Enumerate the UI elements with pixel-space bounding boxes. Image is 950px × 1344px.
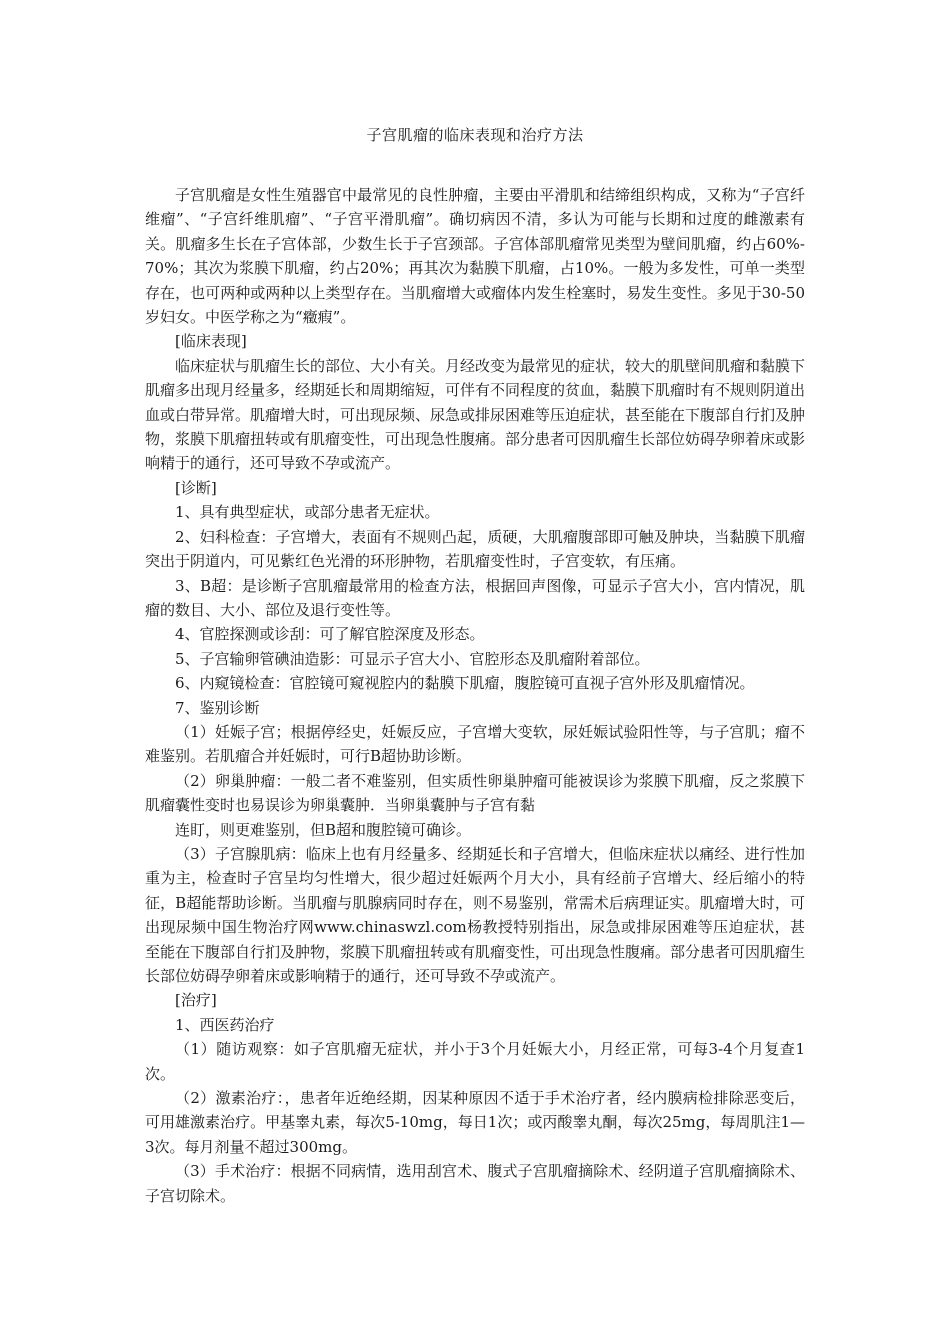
clinical-paragraph: 临床症状与肌瘤生长的部位、大小有关。月经改变为最常见的症状，较大的肌壁间肌瘤和黏膜下肌瘤多出现月经量多，经期延长和周期缩短，可伴有不同程度的贫血，黏膜下肌瘤时有不规则阴道出血或白带异常。肌瘤增大时，可出现尿频、尿急或排尿困难等压迫症状，甚至能在下腹部自行扪及肿物，浆膜下肌瘤扭转或有肌瘤变性，可出现急性腹痛。部分患者可因肌瘤生长部位妨碍孕卵着床或影响精于的通行，还可导致不孕或流产。 bbox=[145, 356, 806, 473]
diagnosis-item-4: 4、官腔探测或诊刮：可了解官腔深度及形态。 bbox=[175, 625, 485, 644]
diagnosis-item-2: 2、妇科检查：子宫增大，表面有不规则凸起，质硬，大肌瘤腹部即可触及肿块，当黏膜下肌瘤突出于阴道内，可见紫红色光滑的环形肿物，若肌瘤变性时，子宫变软，有压痛。 bbox=[145, 527, 805, 571]
document-page bbox=[145, 0, 805, 1208]
intro-paragraph: 子宫肌瘤是女性生殖器官中最常见的良性肿瘤，主要由平滑肌和结缔组织构成，又称为“子宫纤维瘤”、“子宫纤维肌瘤”、“子宫平滑肌瘤”。确切病因不清，多认为可能与长期和过度的雌激素有关。肌瘤多生长在子宫体部，少数生长于子宫颈部。子宫体部肌瘤常见类型为壁间肌瘤，约占60%-70%；其次为浆膜下肌瘤，约占20%；再其次为黏膜下肌瘤，占10%。一般为多发性，可单一类型存在，也可两种或两种以上类型存在。当肌瘤增大或瘤体内发生栓塞时，易发生变性。多见于30-50岁妇女。中医学称之为“癥瘕”。 bbox=[145, 186, 805, 327]
diagnosis-item-5: 5、子宫输卵管碘油造影：可显示子宫大小、官腔形态及肌瘤附着部位。 bbox=[175, 649, 650, 668]
treatment-sub-3: （3）手术治疗：根据不同病情，选用刮宫术、腹式子宫肌瘤摘除术、经阴道子宫肌瘤摘除术、子宫切除术。 bbox=[145, 1162, 805, 1205]
differential-item-1: （1）妊娠子宫；根据停经史，妊娠反应，子宫增大变软，尿妊娠试验阳性等，与子宫肌；瘤不难鉴别。若肌瘤合并妊娠时，可行B超协助诊断。 bbox=[145, 722, 805, 766]
treatment-sub-2: （2）激素治疗：，患者年近绝经期，因某种原因不适于手术治疗者，经内膜病检排除恶变后，可用雄激素治疗。甲基睾丸素，每次5-10mg，每日1次；或丙酸睾丸酮，每次25mg，每周肌注1—3次。每月剂量不超过300mg。 bbox=[145, 1089, 805, 1156]
differential-item-2-cont: 连盯，则更难鉴别，但B超和腹腔镜可确诊。 bbox=[175, 820, 472, 839]
section-heading-clinical: [临床表现] bbox=[175, 332, 247, 351]
section-heading-diagnosis: [诊断] bbox=[175, 478, 217, 497]
diagnosis-item-3: 3、B超：是诊断子宫肌瘤最常用的检查方法，根据回声图像，可显示子宫大小，宫内情况，肌瘤的数目、大小、部位及退行变性等。 bbox=[145, 576, 805, 619]
treatment-sub-1: （1）随访观察：如子宫肌瘤无症状，并小于3个月妊娠大小，月经正常，可每3-4个月复查1次。 bbox=[145, 1040, 805, 1083]
document-body bbox=[145, 183, 805, 1208]
document-title: 子宫肌瘤的临床表现和治疗方法 bbox=[366, 126, 584, 144]
treatment-item-1: 1、西医药治疗 bbox=[175, 1015, 275, 1034]
section-heading-treatment: [治疗] bbox=[175, 991, 217, 1010]
diagnosis-item-1: 1、具有典型症状，或部分患者无症状。 bbox=[175, 503, 440, 522]
differential-item-2: （2）卵巢肿瘤：一般二者不难鉴别，但实质性卵巢肿瘤可能被误诊为浆膜下肌瘤，反之浆膜下肌瘤囊性变时也易误诊为卵巢囊肿．当卵巢囊肿与子宫有黏 bbox=[145, 771, 805, 815]
differential-item-3: （3）子宫腺肌病：临床上也有月经量多、经期延长和子宫增大，但临床症状以痛经、进行性加重为主，检查时子宫呈均匀性增大，很少超过妊娠两个月大小，具有经前子宫增大、经后缩小的特征，B超能帮助诊断。当肌瘤与肌腺病同时存在，则不易鉴别，常需术后病理证实。肌瘤增大时，可出现尿频中国生物治疗网www.chinaswzl.com杨教授特别指出，尿急或排尿困难等压迫症状，甚至能在下腹部自行扪及肿物，浆膜下肌瘤扭转或有肌瘤变性，可出现急性腹痛。部分患者可因肌瘤生长部位妨碍孕卵着床或影响精于的通行，还可导致不孕或流产。 bbox=[145, 844, 806, 985]
diagnosis-item-7: 7、鉴别诊断 bbox=[175, 698, 260, 717]
diagnosis-item-6: 6、内窥镜检查：官腔镜可窥视腔内的黏膜下肌瘤，腹腔镜可直视子宫外形及肌瘤情况。 bbox=[175, 674, 755, 693]
